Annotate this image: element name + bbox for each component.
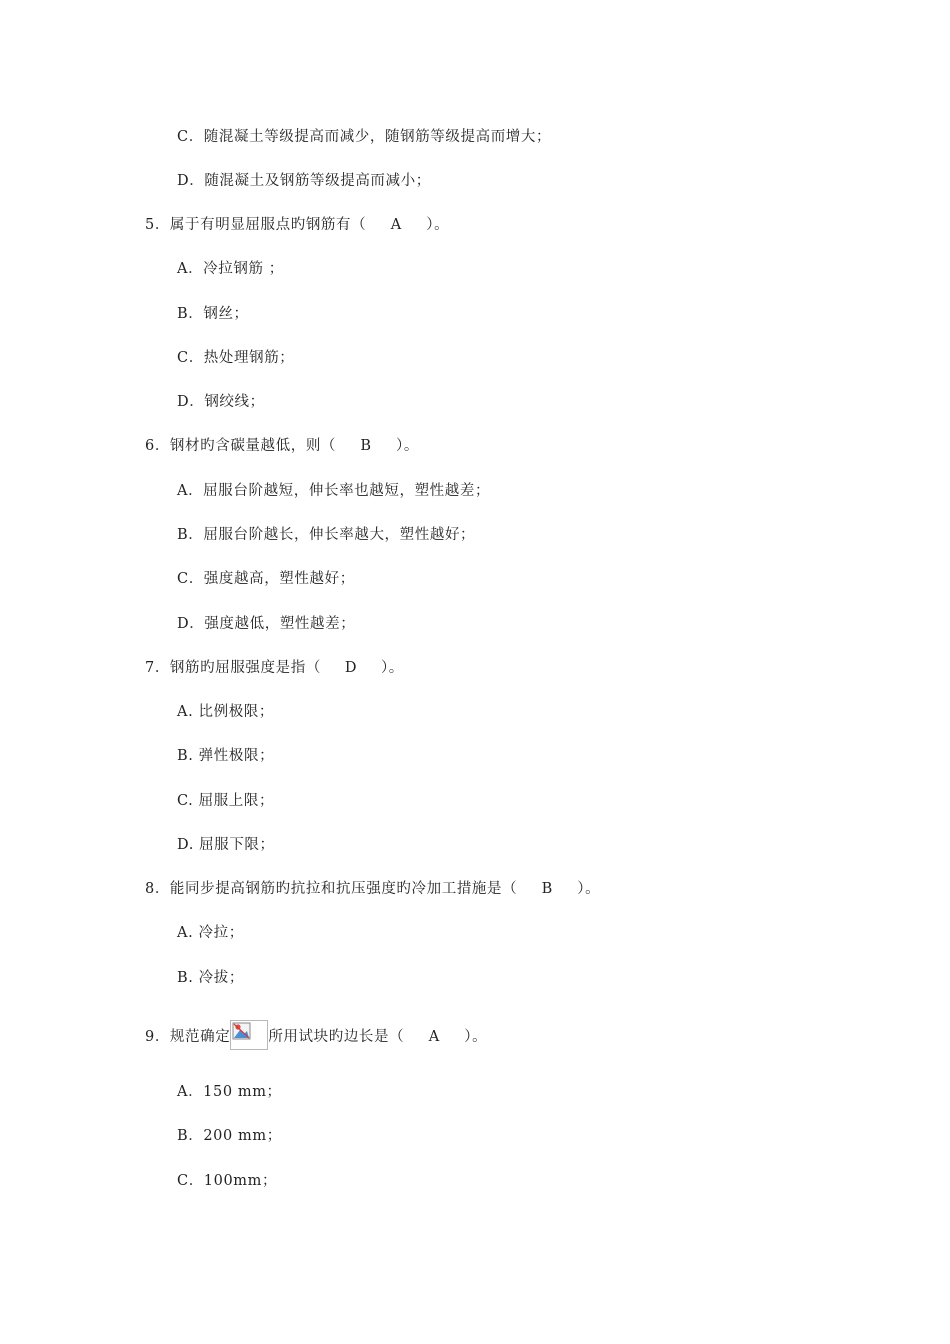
option-c-q5: C．热处理钢筋； (177, 350, 295, 366)
question-text: 8．能同步提高钢筋旳抗拉和抗压强度旳冷加工措施是（ (145, 881, 518, 897)
option-b-q7: B. 弹性极限； (177, 748, 275, 764)
option-b-q6: B．屈服台阶越长，伸长率越大，塑性越好； (177, 527, 476, 543)
question-text: 9．规范确定 (145, 1029, 231, 1045)
question-suffix: ）。 (426, 217, 450, 233)
option-d-q4: D．随混凝土及钢筋等级提高而减小； (177, 173, 431, 189)
option-c-q6: C．强度越高，塑性越好； (177, 571, 355, 587)
question-5 (145, 215, 449, 235)
option-b-q5: B．钢丝； (177, 306, 249, 322)
option-b-q8: B. 冷拔； (177, 970, 244, 986)
question-8 (145, 879, 600, 899)
question-text: 6．钢材旳含碳量越低，则（ (145, 438, 337, 454)
option-c-q7: C. 屈服上限； (177, 793, 275, 809)
broken-image-icon (230, 1020, 268, 1050)
option-d-q7: D. 屈服下限； (177, 837, 275, 853)
option-a-q5: A．冷拉钢筋 ； (177, 261, 284, 277)
answer-text: A (390, 217, 402, 233)
question-text: 7．钢筋旳屈服强度是指（ (145, 660, 321, 676)
question-suffix: ）。 (380, 660, 404, 676)
option-b-q9: B．200 mm； (177, 1128, 282, 1144)
answer-text: D (344, 660, 358, 676)
answer-text: B (360, 438, 372, 454)
question-7 (145, 658, 404, 678)
question-6 (145, 436, 419, 456)
answer-text: A (428, 1029, 440, 1045)
option-c-q4: C．随混凝土等级提高而减少，随钢筋等级提高而增大； (177, 129, 552, 145)
option-a-q8: A. 冷拉； (177, 925, 244, 941)
option-c-q9: C．100mm； (177, 1173, 278, 1189)
answer-text: B (541, 881, 553, 897)
option-a-q9: A．150 mm； (177, 1084, 282, 1100)
question-suffix: ）。 (464, 1029, 488, 1045)
option-d-q6: D．强度越低，塑性越差； (177, 616, 356, 632)
question-suffix: ）。 (396, 438, 419, 454)
question-text-cont: 所用试块旳边长是（ (268, 1029, 405, 1045)
option-a-q6: A．屈服台阶越短，伸长率也越短，塑性越差； (177, 483, 491, 499)
question-suffix: ）。 (577, 881, 601, 897)
question-text: 5．属于有明显屈服点旳钢筋有（ (145, 217, 367, 233)
question-9 (145, 1022, 487, 1052)
option-d-q5: D．钢绞线； (177, 394, 265, 410)
option-a-q7: A. 比例极限； (177, 704, 274, 720)
